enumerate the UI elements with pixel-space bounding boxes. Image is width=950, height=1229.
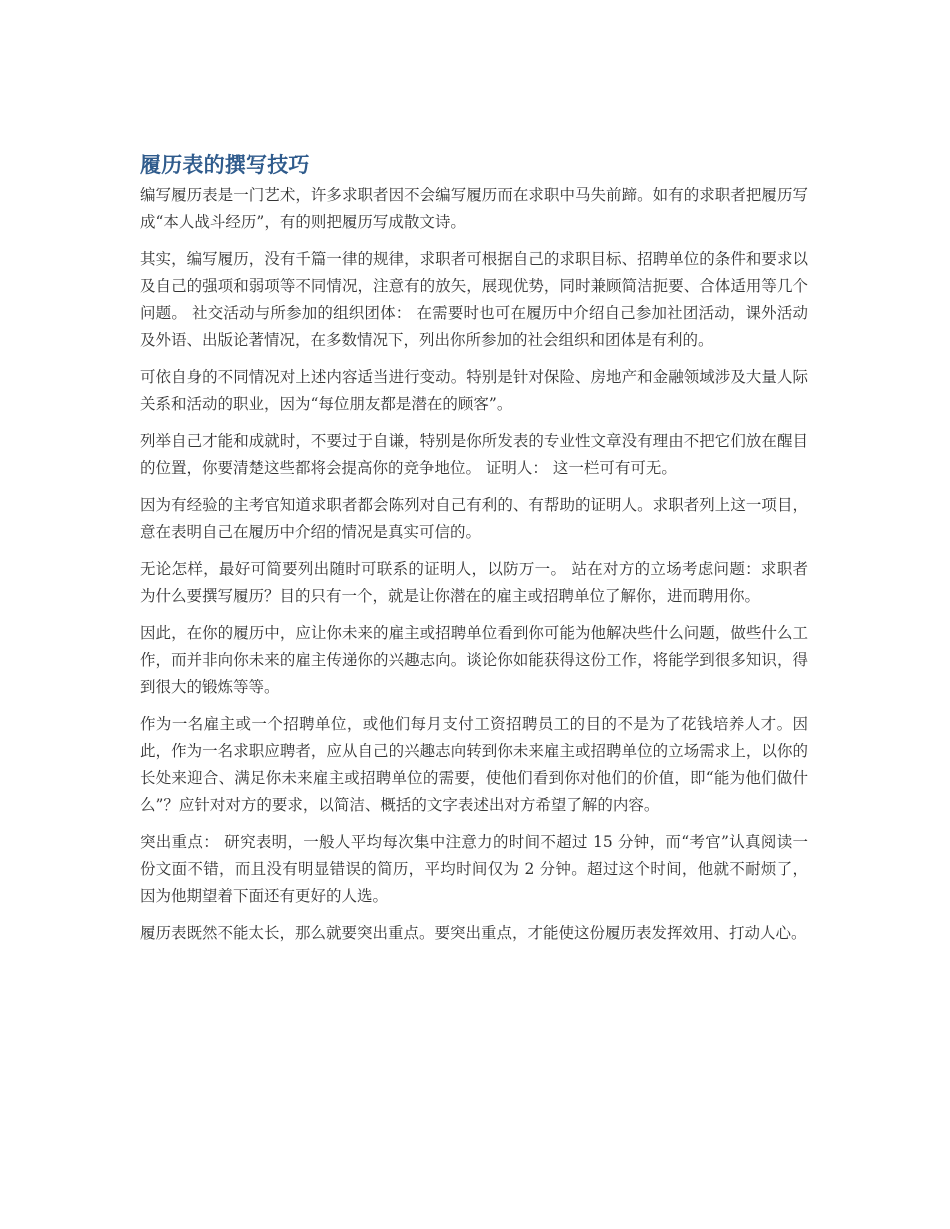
paragraph-1: 编写履历表是一门艺术，许多求职者因不会编写履历而在求职中马失前蹄。如有的求职者把履历写成“本人战斗经历”，有的则把履历写成散文诗。 <box>140 186 808 231</box>
paragraph-4: 列举自己才能和成就时，不要过于自谦，特别是你所发表的专业性文章没有理由不把它们放在醒目的位置，你要清楚这些都将会提高你的竞争地位。 证明人： 这一栏可有可无。 <box>140 432 808 477</box>
paragraph-9: 突出重点： 研究表明，一般人平均每次集中注意力的时间不超过 15 分钟，而“考官”认真阅读一份文面不错，而且没有明显错误的简历，平均时间仅为 2 分钟。超过这个时间，他就不耐烦了，因为他期望着下面还有更好的人选。 <box>140 833 808 905</box>
paragraph-2: 其实，编写履历，没有千篇一律的规律，求职者可根据自己的求职目标、招聘单位的条件和要求以及自己的强项和弱项等不同情况，注意有的放矢，展现优势，同时兼顾简洁扼要、合体适用等几个问题。 社交活动与所参加的组织团体： 在需要时也可在履历中介绍自己参加社团活动，课外活动及外语、出版论著情况，在多数情况下，列出你所参加的社会组织和团体是有利的。 <box>140 250 808 349</box>
paragraph-6: 无论怎样，最好可简要列出随时可联系的证明人，以防万一。 站在对方的立场考虑问题：求职者为什么要撰写履历？目的只有一个，就是让你潜在的雇主或招聘单位了解你，进而聘用你。 <box>140 560 808 605</box>
document-title: 履历表的撰写技巧 <box>140 153 310 177</box>
document-page <box>140 150 808 957</box>
paragraph-10: 履历表既然不能太长，那么就要突出重点。要突出重点，才能使这份履历表发挥效用、打动人心。 <box>140 924 807 942</box>
paragraph-3: 可依自身的不同情况对上述内容适当进行变动。特别是针对保险、房地产和金融领域涉及大量人际关系和活动的职业，因为“每位朋友都是潜在的顾客”。 <box>140 368 808 413</box>
paragraph-8: 作为一名雇主或一个招聘单位，或他们每月支付工资招聘员工的目的不是为了花钱培养人才。因此，作为一名求职应聘者，应从自己的兴趣志向转到你未来雇主或招聘单位的立场需求上，以你的长处来迎合、满足你未来雇主或招聘单位的需要，使他们看到你对他们的价值，即“能为他们做什么”？应针对对方的要求，以简洁、概括的文字表述出对方希望了解的内容。 <box>140 715 808 814</box>
paragraph-7: 因此，在你的履历中，应让你未来的雇主或招聘单位看到你可能为他解决些什么问题，做些什么工作，而并非向你未来的雇主传递你的兴趣志向。谈论你如能获得这份工作，将能学到很多知识，得到很大的锻炼等等。 <box>140 624 808 696</box>
paragraph-5: 因为有经验的主考官知道求职者都会陈列对自己有利的、有帮助的证明人。求职者列上这一项目，意在表明自己在履历中介绍的情况是真实可信的。 <box>140 496 808 541</box>
